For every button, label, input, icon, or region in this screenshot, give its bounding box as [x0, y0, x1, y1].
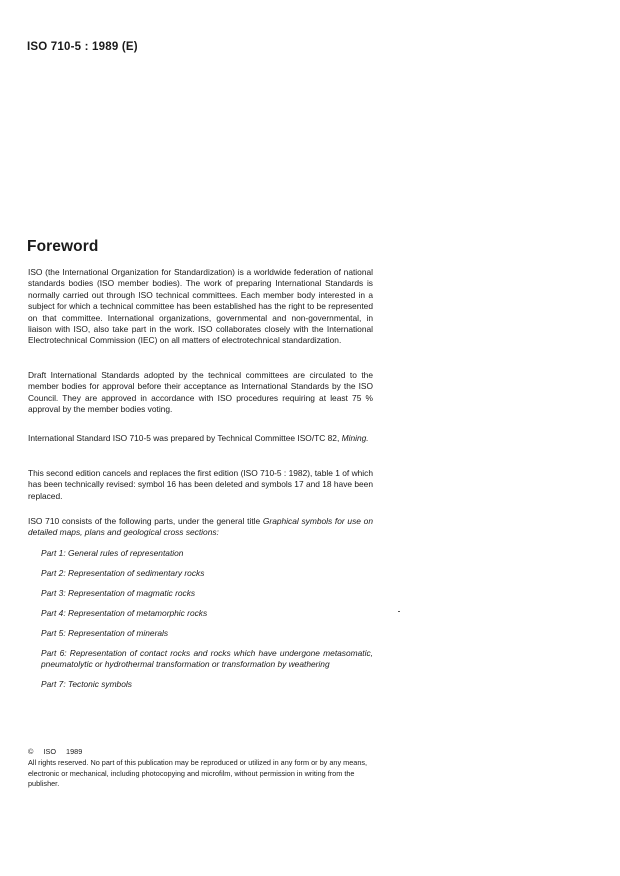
- scan-artifact: [398, 611, 400, 612]
- copyright-line: [28, 747, 373, 757]
- document-header: ISO 710-5 : 1989 (E): [27, 41, 138, 53]
- foreword-paragraph-2: Draft International Standards adopted by the technical committees are circulated to the member bodies for approval before their acceptance as International Standards by the ISO Council. They are approved in accordance with ISO procedures requiring at least 75 % approval by the member bodies voting.: [28, 370, 373, 415]
- list-item: Part 6: Representation of contact rocks and rocks which have undergone metasomatic, pneumatolytic or hydrothermal transformation or transformation by weathering: [41, 648, 373, 670]
- paragraph-3-text: International Standard ISO 710-5 was prepared by Technical Committee ISO/TC 82,: [28, 433, 340, 443]
- list-item: Part 2: Representation of sedimentary rocks: [41, 568, 205, 578]
- foreword-paragraph-3: [28, 433, 373, 444]
- foreword-title: Foreword: [27, 238, 99, 255]
- foreword-paragraph-1: ISO (the International Organization for Standardization) is a worldwide federation of national standards bodies (ISO member bodies). The work of preparing International Standards is normally carried out through ISO technical committees. Each member body interested in a subject for which a technical committee has been established has the right to be represented on that committee. International organizations, governmental and non-governmental, in liaison with ISO, also take part in the work. ISO collaborates closely with the International Electrotechnical Commission (IEC) on all matters of electrotechnical standardization.: [28, 267, 373, 346]
- list-item: Part 5: Representation of minerals: [41, 628, 169, 638]
- copyright-notice: [28, 747, 373, 789]
- parts-list: [41, 548, 373, 699]
- list-item: Part 1: General rules of representation: [41, 548, 184, 558]
- list-item: Part 3: Representation of magmatic rocks: [41, 588, 196, 598]
- copyright-org: ISO: [43, 747, 56, 756]
- copyright-year: 1989: [66, 747, 83, 756]
- foreword-paragraph-4: This second edition cancels and replaces the first edition (ISO 710-5 : 1982), table 1 of which has been technically revised: symbol 16 has been deleted and symbols 17 and 18 have been replaced.: [28, 468, 374, 501]
- general-title: Graphical symbols for use on detailed maps, plans and geological cross sections:: [28, 516, 373, 538]
- committee-name: Mining.: [341, 433, 369, 443]
- rights-notice: All rights reserved. No part of this publication may be reproduced or utilized in any form or by any means, electronic or mechanical, including photocopying and microfilm, without permission in writing from the publisher.: [28, 758, 368, 788]
- foreword-paragraph-5: [28, 516, 373, 539]
- paragraph-5-text: ISO 710 consists of the following parts, under the general title: [28, 516, 261, 526]
- copyright-symbol: ©: [28, 747, 34, 756]
- list-item: Part 7: Tectonic symbols: [41, 679, 132, 690]
- list-item: Part 4: Representation of metamorphic rocks: [41, 608, 208, 618]
